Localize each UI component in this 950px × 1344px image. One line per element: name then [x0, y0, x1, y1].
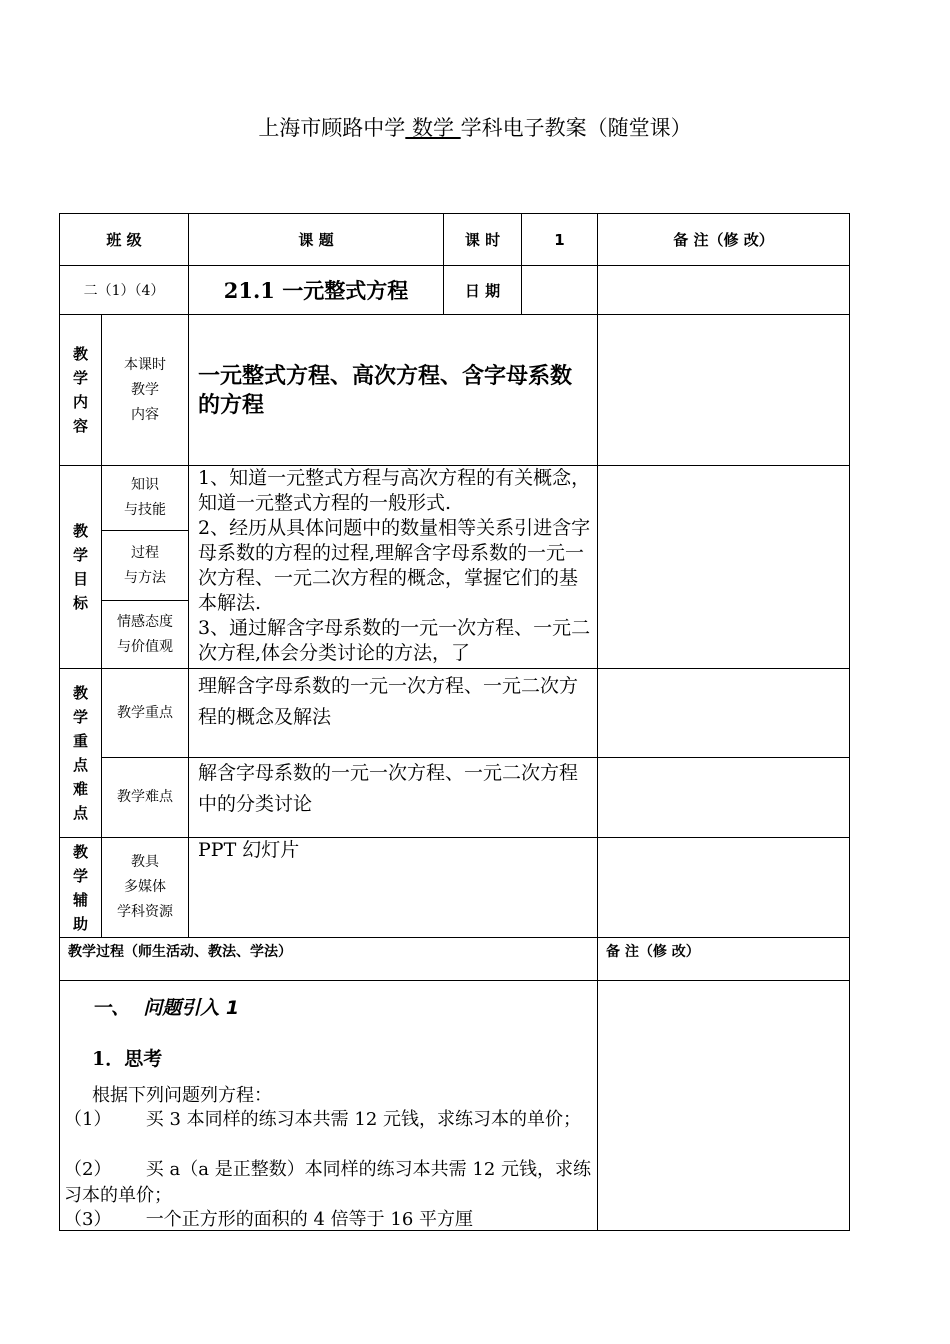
topic-value: 21.1 一元整式方程 — [223, 278, 409, 303]
process-intro: 根据下列问题列方程： — [92, 1085, 272, 1106]
goals-sub-label-1: 知识 与技能 — [124, 477, 166, 518]
aid-text: PPT 幻灯片 — [198, 839, 300, 861]
page-title — [0, 112, 950, 142]
content-sub-label: 本课时 教学 内容 — [124, 356, 166, 423]
key-group-label: 教学重点难点 — [72, 684, 88, 822]
process-item-3: （3） 一个正方形的面积的 4 倍等于 16 平方厘 — [64, 1209, 474, 1230]
period-header: 课 时 — [464, 231, 501, 249]
lesson-plan-table — [59, 213, 850, 1231]
content-text: 一元整式方程、高次方程、含字母系数的方程 — [198, 363, 573, 418]
title-prefix: 上海市顾路中学 — [258, 116, 406, 140]
goals-text: 1、知道一元整式方程与高次方程的有关概念，知道一元整式方程的一般形式. 2、经历从具体问题中的数量相等关系引进含字母系数的方程的过程,理解含字母系数的一元一次方程、一元二次方程的概念，掌握它们的基本解法. 3、通过解含字母系数的一元一次方程、一元二次方程,体会分类讨论的方法，了 — [198, 467, 591, 664]
topic-header: 课 题 — [298, 231, 334, 249]
difficulty-label: 教学难点 — [117, 789, 173, 805]
content-group-label: 教学内容 — [72, 345, 88, 435]
class-value: 二（1）（4） — [83, 283, 165, 299]
process-item-2: （2） 买 a（a 是正整数）本同样的练习本共需 12 元钱，求练习本的单价； — [64, 1159, 592, 1206]
process-sub-heading: 1．思考 — [92, 1048, 163, 1070]
title-subject: 数学 — [405, 116, 461, 140]
period-value: 1 — [554, 230, 565, 249]
process-notes-header: 备 注（修 改） — [606, 944, 700, 960]
class-header: 班 级 — [106, 231, 142, 249]
notes-header: 备 注（修 改） — [673, 231, 774, 249]
focus-label: 教学重点 — [117, 704, 173, 721]
goals-sub-label-3: 情感态度 与价值观 — [117, 613, 173, 655]
process-heading: 一、 问题引入 1 — [92, 997, 240, 1019]
difficulty-text: 解含字母系数的一元一次方程、一元二次方程中的分类讨论 — [198, 762, 579, 815]
process-header: 教学过程（师生活动、教法、学法） — [68, 944, 292, 960]
title-suffix: 学科电子教案（随堂课） — [460, 116, 692, 140]
aid-group-label: 教学辅助 — [72, 842, 88, 933]
aid-sub-label: 教具 多媒体 学科资源 — [117, 854, 173, 920]
goals-sub-label-2: 过程 与方法 — [124, 544, 166, 586]
focus-text: 理解含字母系数的一元一次方程、一元二次方程的概念及解法 — [198, 675, 579, 728]
process-item-1: （1） 买 3 本同样的练习本共需 12 元钱，求练习本的单价； — [64, 1109, 582, 1130]
date-value — [522, 266, 597, 314]
date-label: 日 期 — [464, 281, 501, 300]
goals-group-label: 教学目标 — [72, 522, 88, 612]
